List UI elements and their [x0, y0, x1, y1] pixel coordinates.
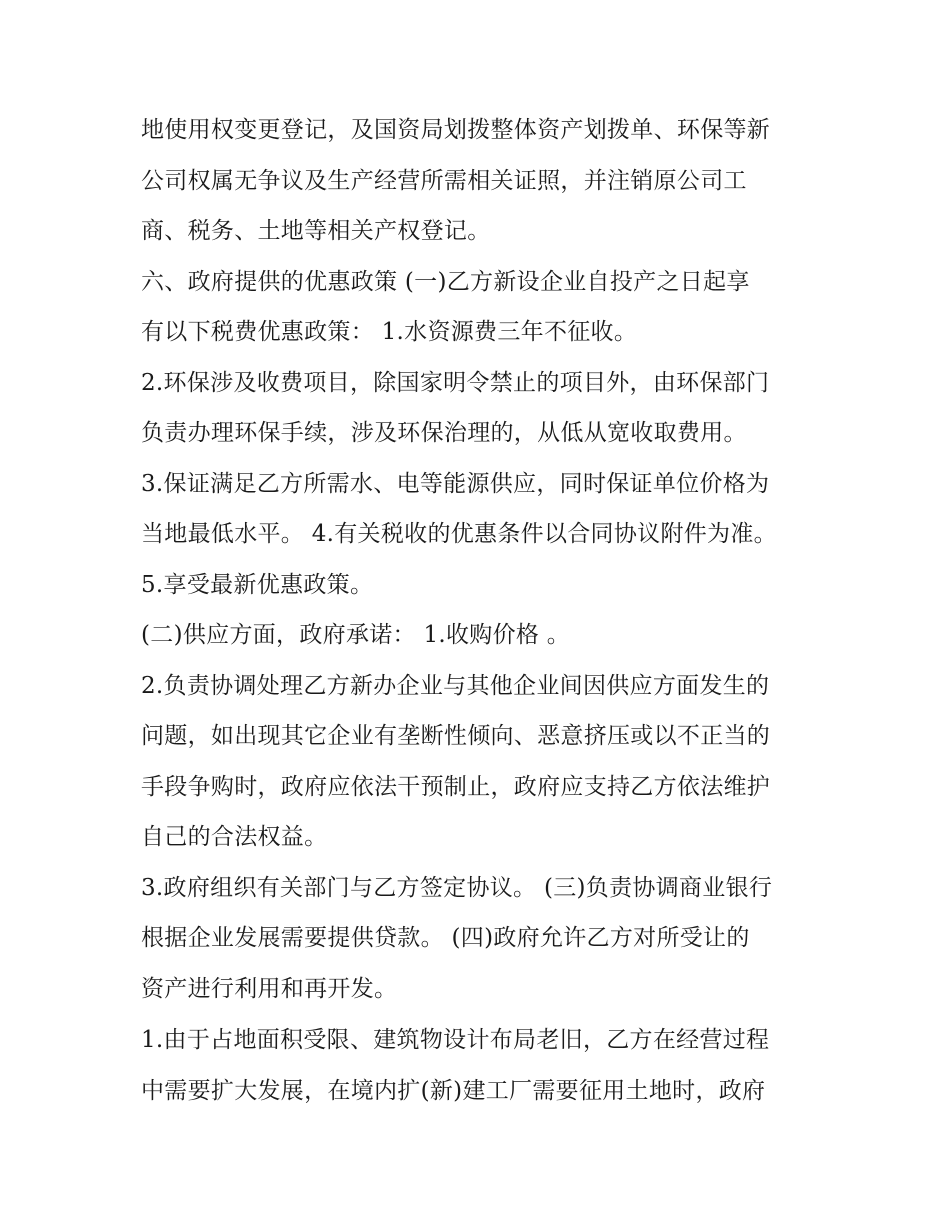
text-line: 有以下税费优惠政策： 1.水资源费三年不征收。: [141, 319, 638, 345]
text-line: (二)供应方面，政府承诺： 1.收购价格 。: [141, 622, 571, 648]
text-line: 3.保证满足乙方所需水、电等能源供应，同时保证单位价格为: [141, 471, 770, 497]
text-line: 根据企业发展需要提供贷款。 (四)政府允许乙方对所受让的: [141, 925, 750, 951]
text-line: 公司权属无争议及生产经营所需相关证照，并注销原公司工: [141, 168, 747, 194]
text-line: 问题，如出现其它企业有垄断性倾向、恶意挤压或以不正当的: [141, 723, 771, 749]
text-line: 当地最低水平。 4.有关税收的优惠条件以合同协议附件为准。: [141, 521, 777, 547]
text-line: 1.由于占地面积受限、建筑物设计布局老旧，乙方在经营过程: [141, 1027, 770, 1053]
text-line: 中需要扩大发展，在境内扩(新)建工厂需要征用土地时，政府: [141, 1078, 766, 1104]
text-line: 自己的合法权益。: [141, 824, 328, 850]
text-line: 资产进行利用和再开发。: [141, 976, 398, 1002]
text-line: 手段争购时，政府应依法干预制止，政府应支持乙方依法维护: [141, 774, 771, 800]
text-line: 3.政府组织有关部门与乙方签定协议。 (三)负责协调商业银行: [141, 875, 773, 901]
text-line: 2.负责协调处理乙方新办企业与其他企业间因供应方面发生的: [141, 673, 770, 699]
text-line: 5.享受最新优惠政策。: [141, 572, 374, 598]
text-line: 六、政府提供的优惠政策 (一)乙方新设企业自投产之日起享: [141, 269, 750, 295]
text-line: 地使用权变更登记，及国资局划拨整体资产划拨单、环保等新: [141, 117, 771, 143]
text-line: 2.环保涉及收费项目，除国家明令禁止的项目外，由环保部门: [141, 370, 770, 396]
text-line: 负责办理环保手续，涉及环保治理的，从低从宽收取费用。: [141, 420, 747, 446]
text-line: 商、税务、土地等相关产权登记。: [141, 218, 491, 244]
